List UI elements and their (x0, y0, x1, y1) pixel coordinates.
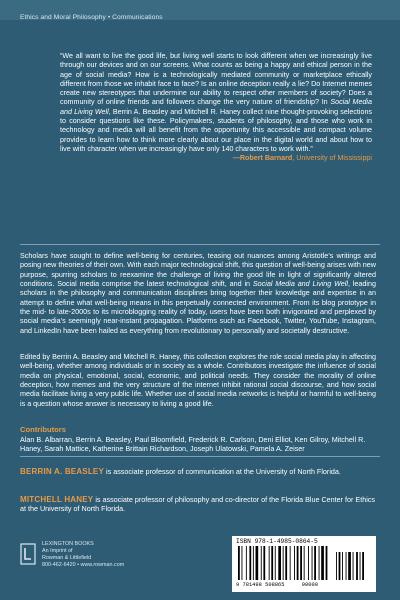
endorsement-quote (60, 52, 372, 164)
section-divider (20, 456, 380, 457)
price-code: 90000 (301, 582, 318, 588)
isbn-label: ISBN 978-1-4985-0864-5 (236, 538, 318, 545)
editor-bio-text: is associate professor of philosophy and co-director of the Florida Blue Center for Ethics at the University of North Florida. (20, 495, 375, 514)
description-book-title: Social Media and Living Well (252, 279, 348, 289)
endorsement-affiliation: , University of Mississippi (292, 154, 372, 163)
publisher-logo-icon (20, 543, 36, 565)
description-paragraph-2: Edited by Berrin A. Beasley and Mitchell R. Haney, this collection explores the role social media play in affecting well-being, whether among individuals or in society as a whole. Contributors investigate the influence of social media on physical, emotional, social, economic, and political needs. They consider the morality of online deception, how memes and the very structure of the internet inhibit rational social discourse, and how social media facilitate living a very public life. Whether use of social media networks is helpful or harmful to well-being is a question whose answer is necessary to living a good life. (20, 352, 376, 408)
category-label: Ethics and Moral Philosophy • Communications (20, 14, 163, 21)
endorsement-text-cont: , Berrin A. Beasley and Mitchell R. Haney collect nine thought-provoking selections to consider questions like these. Policymakers, students of philosophy, and those who work in technology and media will all benefit from the opportunity this accessible and compact volume provides to learn how to think more clearly about our place in the digital world and about how to live with character when we increasingly have only 140 characters to work with.” (60, 107, 372, 153)
publisher-block (20, 541, 150, 591)
endorsement-attribution (60, 154, 372, 163)
editor-bio-beasley (20, 467, 376, 476)
endorsement-dash: — (232, 154, 240, 163)
editor-name: MITCHELL HANEY (20, 495, 94, 504)
contributors-heading: Contributors (20, 425, 66, 434)
publisher-parent: Rowman & Littlefield (42, 555, 92, 561)
barcode-digits: 9 781498 508865 (236, 582, 285, 588)
endorsement-text: “We all want to live the good life, but living well starts to look different when we increasingly live through our devices and on our screens. What counts as being a happy and ethical person in the age of social media? How is a technologically mediated community or marketplace ethically different from those we inhabit face to face? Is an online deception really a lie? Do Internet memes create new stereotypes that undermine our ability to respect other members of society? Does a community of online friends and followers change the very nature of friendship? In (60, 52, 372, 107)
publisher-imprint: An Imprint of (42, 548, 73, 554)
publisher-name: LEXINGTON BOOKS (42, 541, 94, 547)
editor-name: BERRIN A. BEASLEY (20, 467, 105, 476)
endorsement-book-title: Social Media and Living Well (60, 98, 372, 116)
contributors-list: Alan B. Albarran, Berrin A. Beasley, Paul Bloomfield, Frederick R. Carlson, Deni Elliot, Ken Gilroy, Mitchell R. Haney, Sarah Mattice, Katherine Brittain Richardson, Joseph Ulatowski, Pamela A. Zeiser (20, 435, 366, 454)
description-text-cont: , leading scholars in the philosophy and communication disciplines bring together their knowledge and expertise in an attempt to define what well-being means in this perpetually connected environment. From its blog prototype in the mid- to late-2000s to its microblogging reality of today, users have been both invigorated and perplexed by social media’s seemingly near-instant propagation. Platforms such as Facebook, Twitter, YouTube, Instagram, and LinkedIn have been hailed as everything from revolutionary to personally and societally destructive. (20, 279, 376, 335)
endorsement-author: Robert Barnard (239, 154, 293, 163)
section-divider (20, 244, 380, 245)
description-text: Scholars have sought to define well-being for centuries, teasing out nuances among Aristotle’s writings and posing new theories of their own. With each major technological shift, this question of well-being arises with new purpose, spurring scholars to reexamine the challenge of living the good life in light of significantly altered conditions. Social media comprise the latest technological shift, and in (20, 251, 376, 289)
barcode-image (236, 546, 372, 582)
editor-bio-text: is associate professor of communication at the University of North Florida. (104, 467, 341, 476)
barcode-panel (232, 536, 376, 592)
editor-bio-haney (20, 495, 376, 514)
publisher-contact: 800-462-6420 • www.rowman.com (42, 562, 125, 568)
description-paragraph-1 (20, 251, 376, 335)
